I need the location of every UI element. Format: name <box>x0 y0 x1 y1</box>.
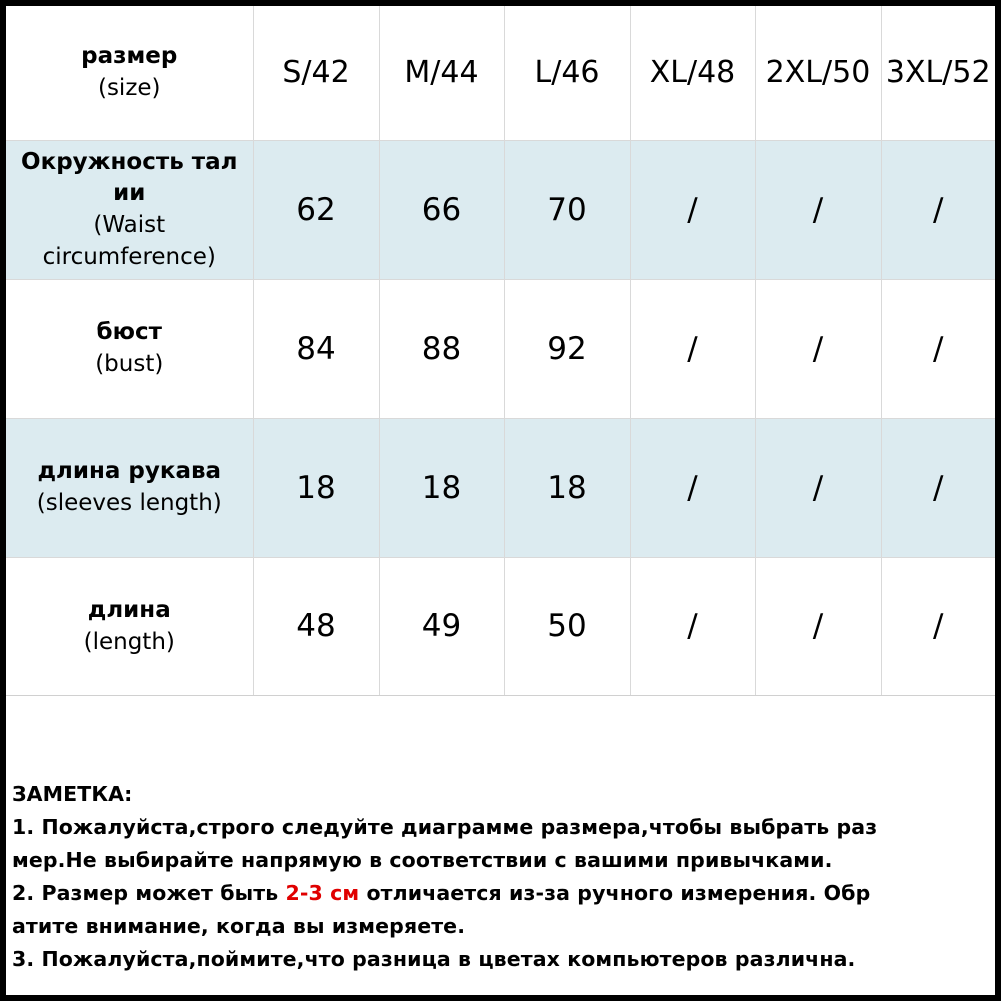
notes-line-4: атите внимание, когда вы измеряете. <box>12 914 466 938</box>
tolerance-highlight: 2-3 см <box>285 881 360 905</box>
length-value: 49 <box>379 557 504 695</box>
header-row <box>6 6 995 140</box>
notes-line-3 <box>12 877 997 910</box>
size-header: L/46 <box>504 6 630 140</box>
bust-value: 92 <box>504 279 630 418</box>
waist-value: 70 <box>504 140 630 279</box>
sleeve-value: / <box>755 418 881 557</box>
waist-label-ru-line1: Окружность тал <box>21 148 238 175</box>
bust-value: / <box>630 279 755 418</box>
sleeve-value: 18 <box>504 418 630 557</box>
notes-title: ЗАМЕТКА: <box>12 782 133 806</box>
length-value: 50 <box>504 557 630 695</box>
sleeve-row <box>6 418 995 557</box>
length-value: 48 <box>253 557 379 695</box>
size-header: S/42 <box>253 6 379 140</box>
bust-value: 88 <box>379 279 504 418</box>
waist-label-en-line2: circumference) <box>42 243 216 270</box>
size-table <box>6 6 995 696</box>
sleeve-label-en: (sleeves length) <box>36 490 222 516</box>
bust-label-cell <box>6 279 253 418</box>
sleeve-label-cell <box>6 418 253 557</box>
size-header: 3XL/52 <box>881 6 995 140</box>
length-label-en: (length) <box>83 628 175 655</box>
waist-value: / <box>881 140 995 279</box>
size-header: XL/48 <box>630 6 755 140</box>
sleeve-value: 18 <box>379 418 504 557</box>
size-header: M/44 <box>379 6 504 140</box>
notes-line-5: 3. Пожалуйста,поймите,что разница в цветах компьютеров различна. <box>12 947 856 971</box>
waist-value: 62 <box>253 140 379 279</box>
sleeve-value: 18 <box>253 418 379 557</box>
notes-section <box>12 778 997 976</box>
header-label-ru: размер <box>81 43 178 70</box>
length-value: / <box>881 557 995 695</box>
length-label-cell <box>6 557 253 695</box>
header-label-cell <box>6 6 253 140</box>
notes-line-2: мер.Не выбирайте напрямую в соответствии с вашими привычками. <box>12 848 833 872</box>
waist-value: / <box>630 140 755 279</box>
bust-row <box>6 279 995 418</box>
waist-value: 66 <box>379 140 504 279</box>
bust-label-en: (bust) <box>95 351 164 377</box>
length-label-ru: длина <box>87 596 171 623</box>
waist-label-en-line1: (Waist <box>93 211 166 238</box>
notes-line-3-end: отличается из-за ручного измерения. Обр <box>359 881 871 905</box>
size-header: 2XL/50 <box>755 6 881 140</box>
sleeve-value: / <box>630 418 755 557</box>
bust-value: / <box>881 279 995 418</box>
length-row <box>6 557 995 695</box>
bust-label-ru: бюст <box>96 319 162 345</box>
waist-label-ru-line2: ии <box>113 179 146 206</box>
waist-row <box>6 140 995 279</box>
bust-value: / <box>755 279 881 418</box>
sleeve-value: / <box>881 418 995 557</box>
length-value: / <box>630 557 755 695</box>
waist-label-cell <box>6 140 253 279</box>
waist-value: / <box>755 140 881 279</box>
notes-line-1: 1. Пожалуйста,строго следуйте диаграмме размера,чтобы выбрать раз <box>12 815 878 839</box>
sleeve-label-ru: длина рукава <box>37 458 222 484</box>
notes-line-3-start: 2. Размер может быть <box>12 881 286 905</box>
header-label-en: (size) <box>97 75 161 102</box>
bust-value: 84 <box>253 279 379 418</box>
length-value: / <box>755 557 881 695</box>
